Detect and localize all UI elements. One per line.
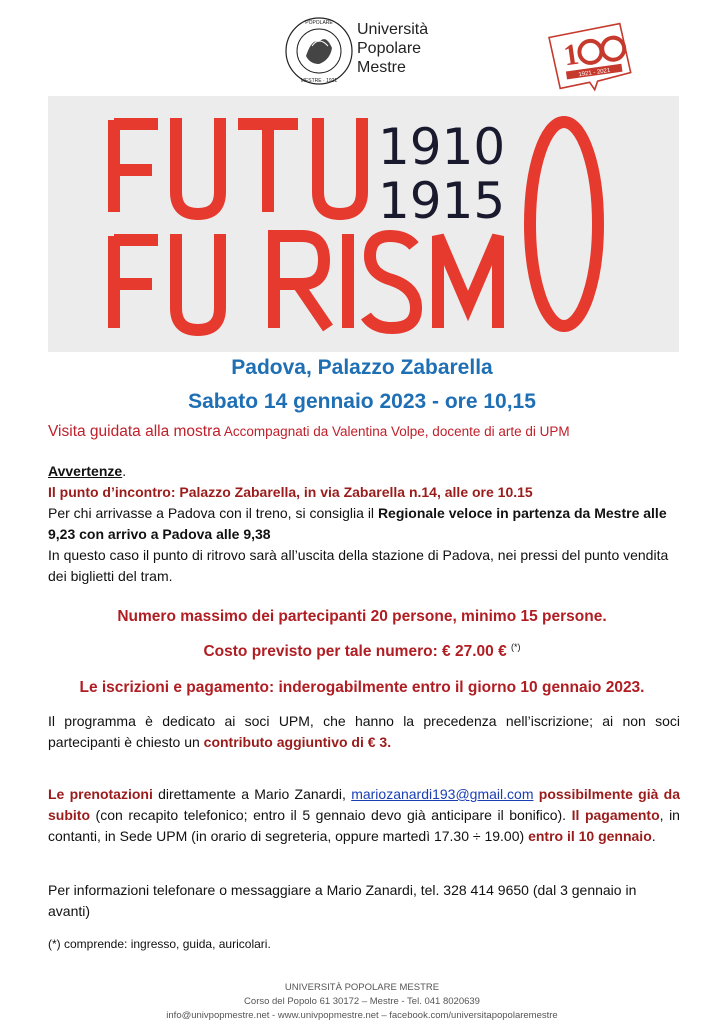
event-date: Sabato 14 gennaio 2023 - ore 10,15 xyxy=(188,390,536,413)
program-text: Il programma è dedicato ai soci UPM, che hanno la precedenza nell’iscrizione; ai non soci partecipanti è chiesto un xyxy=(48,713,680,750)
org-name-line2: Popolare xyxy=(357,40,422,57)
org-name-line3: Mestre xyxy=(357,59,406,76)
notice-heading-line xyxy=(48,461,680,482)
email-link[interactable]: mariozanardi193@gmail.com xyxy=(351,786,534,802)
extra-fee: contributo aggiuntivo di € 3. xyxy=(203,734,392,750)
notice-block xyxy=(48,461,680,587)
info-line: Per informazioni telefonare o messaggiare a Mario Zanardi, tel. 328 414 9650 (dal 3 gennaio in avanti) xyxy=(48,882,637,919)
svg-text:MESTRE · 1921: MESTRE · 1921 xyxy=(300,78,338,84)
svg-text:1921 - 2021: 1921 - 2021 xyxy=(578,67,611,79)
payment-end: . xyxy=(651,828,656,844)
meeting-point: Il punto d’incontro: Palazzo Zabarella, in via Zabarella n.14, alle ore 10.15 xyxy=(48,484,533,500)
event-location: Padova, Palazzo Zabarella xyxy=(231,356,493,379)
event-subtitle xyxy=(48,423,688,441)
footer-org: UNIVERSITÀ POPOLARE MESTRE xyxy=(284,982,440,993)
svg-text:POPOLARE: POPOLARE xyxy=(305,20,333,26)
org-name-line1: Università xyxy=(357,21,429,38)
train-advice xyxy=(48,503,680,545)
futurismo-title-graphic xyxy=(48,96,679,352)
cost-text: Costo previsto per tale numero: € 27.00 € xyxy=(203,643,507,661)
train-advice-intro: Per chi arrivasse a Padova con il treno, si consiglia il xyxy=(48,505,378,521)
cost-line xyxy=(0,642,724,661)
visit-label: Visita guidata alla mostra xyxy=(48,423,221,440)
year-1915: 1915 xyxy=(378,172,506,230)
university-seal-logo xyxy=(284,16,354,86)
participants-limit: Numero massimo dei partecipanti 20 persone, minimo 15 persone. xyxy=(117,608,607,625)
footer-address: Corso del Popolo 61 30172 – Mestre - Tel. 041 8020639 xyxy=(244,996,480,1007)
notice-heading: Avvertenze xyxy=(48,463,123,479)
footnote: (*) comprende: ingresso, guida, auricolari. xyxy=(48,937,271,951)
footer-contacts: info@univpopmestre.net - www.univpopmestre.net – facebook.com/universitapopolaremestre xyxy=(166,1010,558,1021)
organization-name xyxy=(357,20,428,77)
year-1910: 1910 xyxy=(378,118,506,176)
booking-label: Le prenotazioni xyxy=(48,786,153,802)
payment-label: Il pagamento xyxy=(571,807,660,823)
cost-note-marker: (*) xyxy=(511,642,521,652)
booking-asap: possibilmente già da subito xyxy=(48,786,681,823)
booking-contact: direttamente a Mario Zanardi, xyxy=(152,786,352,802)
notice-heading-dot: . xyxy=(122,463,127,479)
train-advice-detail: Regionale veloce in partenza da Mestre alle 9,23 con arrivo a Padova alle 9,38 xyxy=(48,505,667,542)
svg-text:1: 1 xyxy=(561,37,581,73)
program-paragraph xyxy=(48,711,680,753)
booking-paragraph xyxy=(48,784,680,847)
registration-deadline: Le iscrizioni e pagamento: inderogabilmente entro il giorno 10 gennaio 2023. xyxy=(79,679,645,696)
station-meeting: In questo caso il punto di ritrovo sarà all’uscita della stazione di Padova, nei pressi del punto vendita dei biglietti del tram. xyxy=(48,547,669,584)
payment-details: , in contanti, in Sede UPM (in orario di segreteria, oppure martedì 17.30 ÷ 19.00) xyxy=(48,807,680,844)
exhibition-banner xyxy=(48,96,679,352)
guide-label: Accompagnati da Valentina Volpe, docente di arte di UPM xyxy=(220,424,570,439)
letterhead xyxy=(0,0,724,95)
booking-phone-note: (con recapito telefonico; entro il 5 gennaio devo già anticipare il bonifico). xyxy=(90,807,572,823)
centenary-badge-logo xyxy=(544,18,636,94)
payment-deadline: entro il 10 gennaio xyxy=(528,828,652,844)
